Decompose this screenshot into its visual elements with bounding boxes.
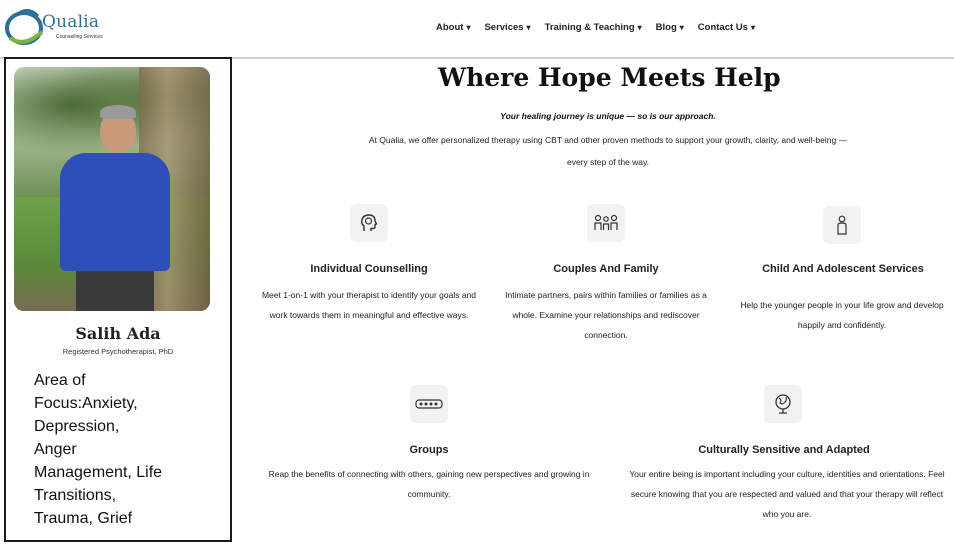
person-legs	[76, 267, 154, 311]
hero-lead: Your healing journey is unique — so is our approach.	[500, 111, 716, 121]
service-title-couples-family[interactable]: Couples And Family	[553, 263, 659, 275]
service-desc-child-adolescent: Help the younger people in your life grow and develop happily and confidently.	[740, 300, 944, 330]
family-icon	[587, 204, 625, 242]
therapist-profile-card	[4, 57, 232, 542]
nav-about-label: About	[436, 22, 464, 33]
globe-icon	[764, 385, 802, 423]
logo-text: Qualia	[42, 12, 100, 32]
nav-blog[interactable]	[656, 22, 684, 33]
nav-contact-us[interactable]	[698, 22, 755, 33]
main-nav	[436, 22, 755, 33]
chevron-down-icon: ▾	[679, 23, 684, 32]
therapist-credential: Registered Psychotherapist, PhD	[62, 347, 174, 356]
nav-training-label: Training & Teaching	[544, 22, 635, 33]
therapist-photo	[14, 67, 210, 311]
hero-body: At Qualia, we offer personalized therapy using CBT and other proven methods to support your growth, clarity, and well-being — every step of the way.	[368, 135, 848, 167]
nav-contact-label: Contact Us	[697, 22, 748, 33]
nav-services[interactable]	[484, 22, 530, 33]
chevron-down-icon: ▾	[637, 23, 642, 32]
person-body	[60, 153, 170, 271]
logo-mark-icon	[4, 4, 44, 48]
therapist-name: Salih Ada	[75, 324, 161, 343]
qualia-logo[interactable]	[4, 4, 124, 52]
service-desc-couples-family: Intimate partners, pairs within families or families as a whole. Examine your relationships and rediscover connection.	[505, 290, 707, 340]
nav-training-teaching[interactable]	[545, 22, 642, 33]
area-of-focus: Area of Focus:Anxiety, Depression, Anger Management, Life Transitions, Trauma, Grief	[34, 372, 163, 527]
service-title-culturally-sensitive[interactable]: Culturally Sensitive and Adapted	[698, 444, 870, 456]
nav-blog-label: Blog	[655, 22, 677, 33]
logo-subtext: Counselling Services	[56, 34, 103, 40]
service-title-groups[interactable]: Groups	[409, 444, 449, 456]
head-brain-icon	[350, 204, 388, 242]
chevron-down-icon: ▾	[466, 23, 471, 32]
service-desc-individual: Meet 1-on-1 with your therapist to identify your goals and work towards them in meaningful and effective ways.	[261, 290, 477, 320]
group-icon	[410, 385, 448, 423]
person-hair	[100, 105, 136, 119]
service-desc-groups: Reap the benefits of connecting with others, gaining new perspectives and growing in community.	[268, 469, 590, 499]
chevron-down-icon: ▾	[750, 23, 755, 32]
service-title-child-adolescent[interactable]: Child And Adolescent Services	[762, 263, 924, 275]
service-title-individual[interactable]: Individual Counselling	[310, 263, 428, 275]
child-icon	[823, 206, 861, 244]
service-desc-culturally-sensitive: Your entire being is important including your culture, identities and orientations. Feel secure knowing that you are respected and valued and that your therapy will reflect who you are.	[629, 469, 945, 519]
site-header	[0, 0, 954, 59]
nav-about[interactable]	[436, 22, 470, 33]
nav-services-label: Services	[484, 22, 524, 33]
chevron-down-icon: ▾	[526, 23, 531, 32]
page-title: Where Hope Meets Help	[438, 63, 781, 92]
